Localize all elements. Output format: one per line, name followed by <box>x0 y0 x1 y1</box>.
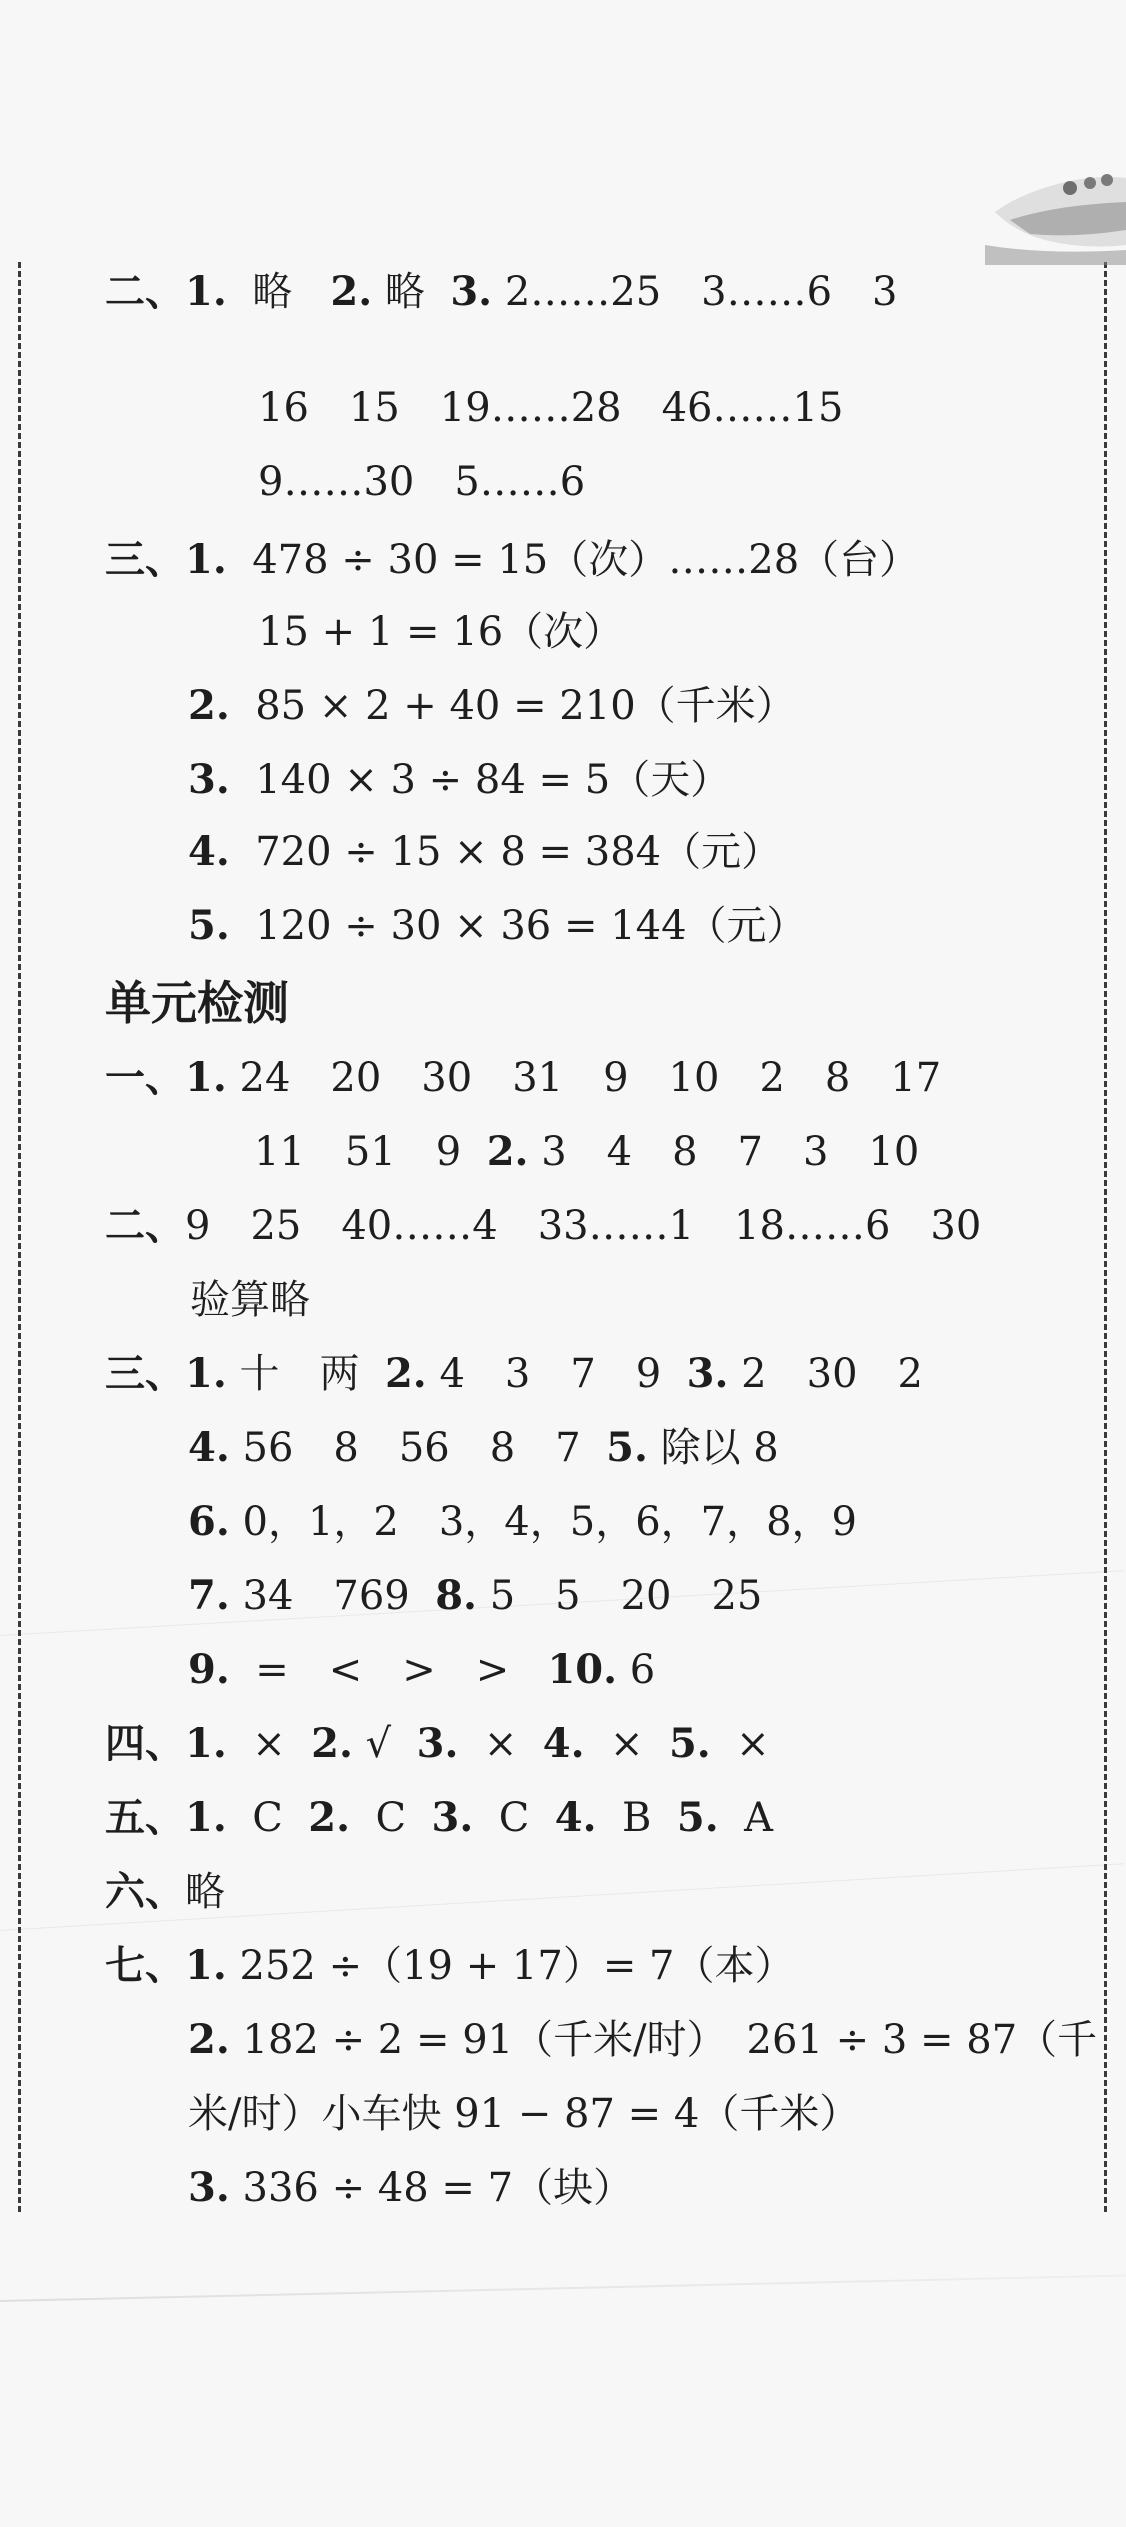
answer: 略 <box>252 269 293 315</box>
answer: 十 两 <box>239 1351 360 1397</box>
question-label: 3 <box>450 268 479 315</box>
unit-six-row <box>105 1868 225 1916</box>
question-label: 3 <box>188 2164 216 2211</box>
question-label: 4 <box>542 1720 571 1767</box>
question-label: 2 <box>311 1720 340 1767</box>
unit-three-row-3: 6. 0，1，2 3，4，5，6，7，8，9 <box>188 1498 857 1545</box>
unit-three-row-4: 7. 34 769 8. 5 5 20 25 <box>188 1572 763 1619</box>
section-three-q4: 4. 720 ÷ 15 × 8 = 384（元） <box>188 828 782 875</box>
question-label: 2 <box>308 1794 337 1841</box>
answer: 24 20 30 31 9 10 2 8 17 <box>239 1055 942 1101</box>
answer: 除以 8 <box>660 1425 779 1471</box>
answer: C <box>252 1795 283 1841</box>
answer: C <box>498 1795 530 1841</box>
question-label: 5 <box>668 1720 697 1767</box>
answer: 252 ÷（19 + 17）= 7（本） <box>239 1943 795 1989</box>
unit-five-row: 五、1. C 2. C 3. C 4. B 5. A <box>105 1794 773 1841</box>
unit-seven-q2-line2: 米/时）小车快 91 − 87 = 4（千米） <box>188 2091 860 2137</box>
section-three-q2: 2. 85 × 2 + 40 = 210（千米） <box>188 682 796 729</box>
question-label: 七、1 <box>105 1942 213 1989</box>
question-label: 三、1 <box>105 536 213 583</box>
question-label: 5 <box>606 1424 634 1471</box>
question-label: 6 <box>188 1498 216 1545</box>
unit-one-row-2: 11 51 9 2. 3 4 8 7 3 10 <box>254 1128 920 1175</box>
unit-three-row-5: 9. = < > > 10. 6 <box>188 1646 656 1693</box>
question-label: 4 <box>554 1794 583 1841</box>
answer: 120 ÷ 30 × 36 = 144（元） <box>255 903 807 949</box>
answer: × <box>610 1721 644 1767</box>
question-label: 3 <box>686 1350 715 1397</box>
right-dashed-border <box>1104 262 1107 2212</box>
section-heading: 单元检测 <box>105 976 289 1030</box>
question-label: 2 <box>486 1128 515 1175</box>
page-fold-shadow <box>0 2274 1126 2302</box>
boat-illustration <box>985 150 1126 265</box>
section-three-q3: 3. 140 × 3 ÷ 84 = 5（天） <box>188 756 731 803</box>
question-label: 3 <box>416 1720 445 1767</box>
unit-one-row-1: 一、1. 24 20 30 31 9 10 2 8 17 <box>105 1054 942 1101</box>
question-label: 三、1 <box>105 1350 213 1397</box>
answer: 336 ÷ 48 = 7（块） <box>242 2165 634 2211</box>
section-two-row-2: 16 15 19……28 46……15 <box>258 385 844 431</box>
unit-two-row-2: 验算略 <box>190 1277 310 1323</box>
question-label: 3 <box>431 1794 460 1841</box>
unit-seven-q2-line1: 2. 182 ÷ 2 = 91（千米/时） 261 ÷ 3 = 87（千 <box>188 2016 1098 2063</box>
question-label: 四、1 <box>105 1720 213 1767</box>
answer: B <box>622 1795 652 1841</box>
question-label: 3 <box>188 756 216 803</box>
question-label: 7 <box>188 1572 216 1619</box>
question-label: 8 <box>435 1572 464 1619</box>
answer: √ <box>365 1721 392 1767</box>
answer: = < > > <box>255 1647 510 1693</box>
question-label: 六、 <box>105 1868 185 1915</box>
question-label: 2 <box>384 1350 413 1397</box>
unit-seven-q1: 七、1. 252 ÷（19 + 17）= 7（本） <box>105 1942 795 1989</box>
answer: 3 4 8 7 3 10 <box>541 1129 920 1175</box>
question-label: 2 <box>188 682 216 729</box>
unit-three-row-2: 4. 56 8 56 8 7 5. 除以 8 <box>188 1424 779 1471</box>
answer: 182 ÷ 2 = 91（千米/时） 261 ÷ 3 = 87（千 <box>242 2017 1098 2063</box>
answer: 140 × 3 ÷ 84 = 5（天） <box>255 757 731 803</box>
answer: 略 <box>384 269 425 315</box>
answer: 9 25 40……4 33……1 18……6 30 <box>185 1203 982 1249</box>
left-dashed-border <box>18 262 21 2212</box>
answer: 56 8 56 8 7 <box>242 1425 581 1471</box>
unit-four-row: 四、1. × 2. √ 3. × 4. × 5. × <box>105 1720 770 1767</box>
answer: 略 <box>185 1869 225 1915</box>
answer: 11 51 9 <box>254 1129 462 1175</box>
question-label: 5 <box>676 1794 705 1841</box>
section-three-q1-line2: 15 + 1 = 16（次） <box>258 609 624 655</box>
answer: 478 ÷ 30 = 15（次）……28（台） <box>252 537 920 583</box>
answer: A <box>744 1795 773 1841</box>
question-label: 一、1 <box>105 1054 213 1101</box>
answer: 4 3 7 9 <box>439 1351 662 1397</box>
section-two-row-1: 二、1. 略 2. 略 3. 2……25 3……6 3 <box>105 268 898 315</box>
answer: 5 5 20 25 <box>489 1573 763 1619</box>
question-label: 4 <box>188 828 216 875</box>
section-three-q1: 三、1. 478 ÷ 30 = 15（次）……28（台） <box>105 536 920 583</box>
answer: × <box>483 1721 518 1767</box>
unit-two-row-1 <box>105 1202 981 1250</box>
question-label: 2 <box>330 268 359 315</box>
question-label: 二、1 <box>105 268 213 315</box>
question-label: 五、1 <box>105 1794 213 1841</box>
answer: 720 ÷ 15 × 8 = 384（元） <box>255 829 782 875</box>
question-label: 2 <box>188 2016 216 2063</box>
section-three-q5: 5. 120 ÷ 30 × 36 = 144（元） <box>188 902 807 949</box>
unit-seven-q3: 3. 336 ÷ 48 = 7（块） <box>188 2164 634 2211</box>
answer: × <box>252 1721 286 1767</box>
unit-three-row-1: 三、1. 十 两 2. 4 3 7 9 3. 2 30 2 <box>105 1350 923 1397</box>
section-two-row-3: 9……30 5……6 <box>258 459 586 505</box>
answer: 85 × 2 + 40 = 210（千米） <box>255 683 796 729</box>
answer: 2……25 3……6 3 <box>504 269 898 315</box>
question-label: 10 <box>547 1646 604 1693</box>
question-label: 5 <box>188 902 216 949</box>
question-label: 二、 <box>105 1202 185 1249</box>
answer: 2 30 2 <box>741 1351 923 1397</box>
question-label: 4 <box>188 1424 216 1471</box>
answer: C <box>375 1795 407 1841</box>
answer: 0，1，2 3，4，5，6，7，8，9 <box>242 1499 857 1545</box>
question-label: 9 <box>188 1646 216 1693</box>
answer: × <box>736 1721 770 1767</box>
answer: 34 769 <box>242 1573 410 1619</box>
answer: 6 <box>629 1647 656 1693</box>
